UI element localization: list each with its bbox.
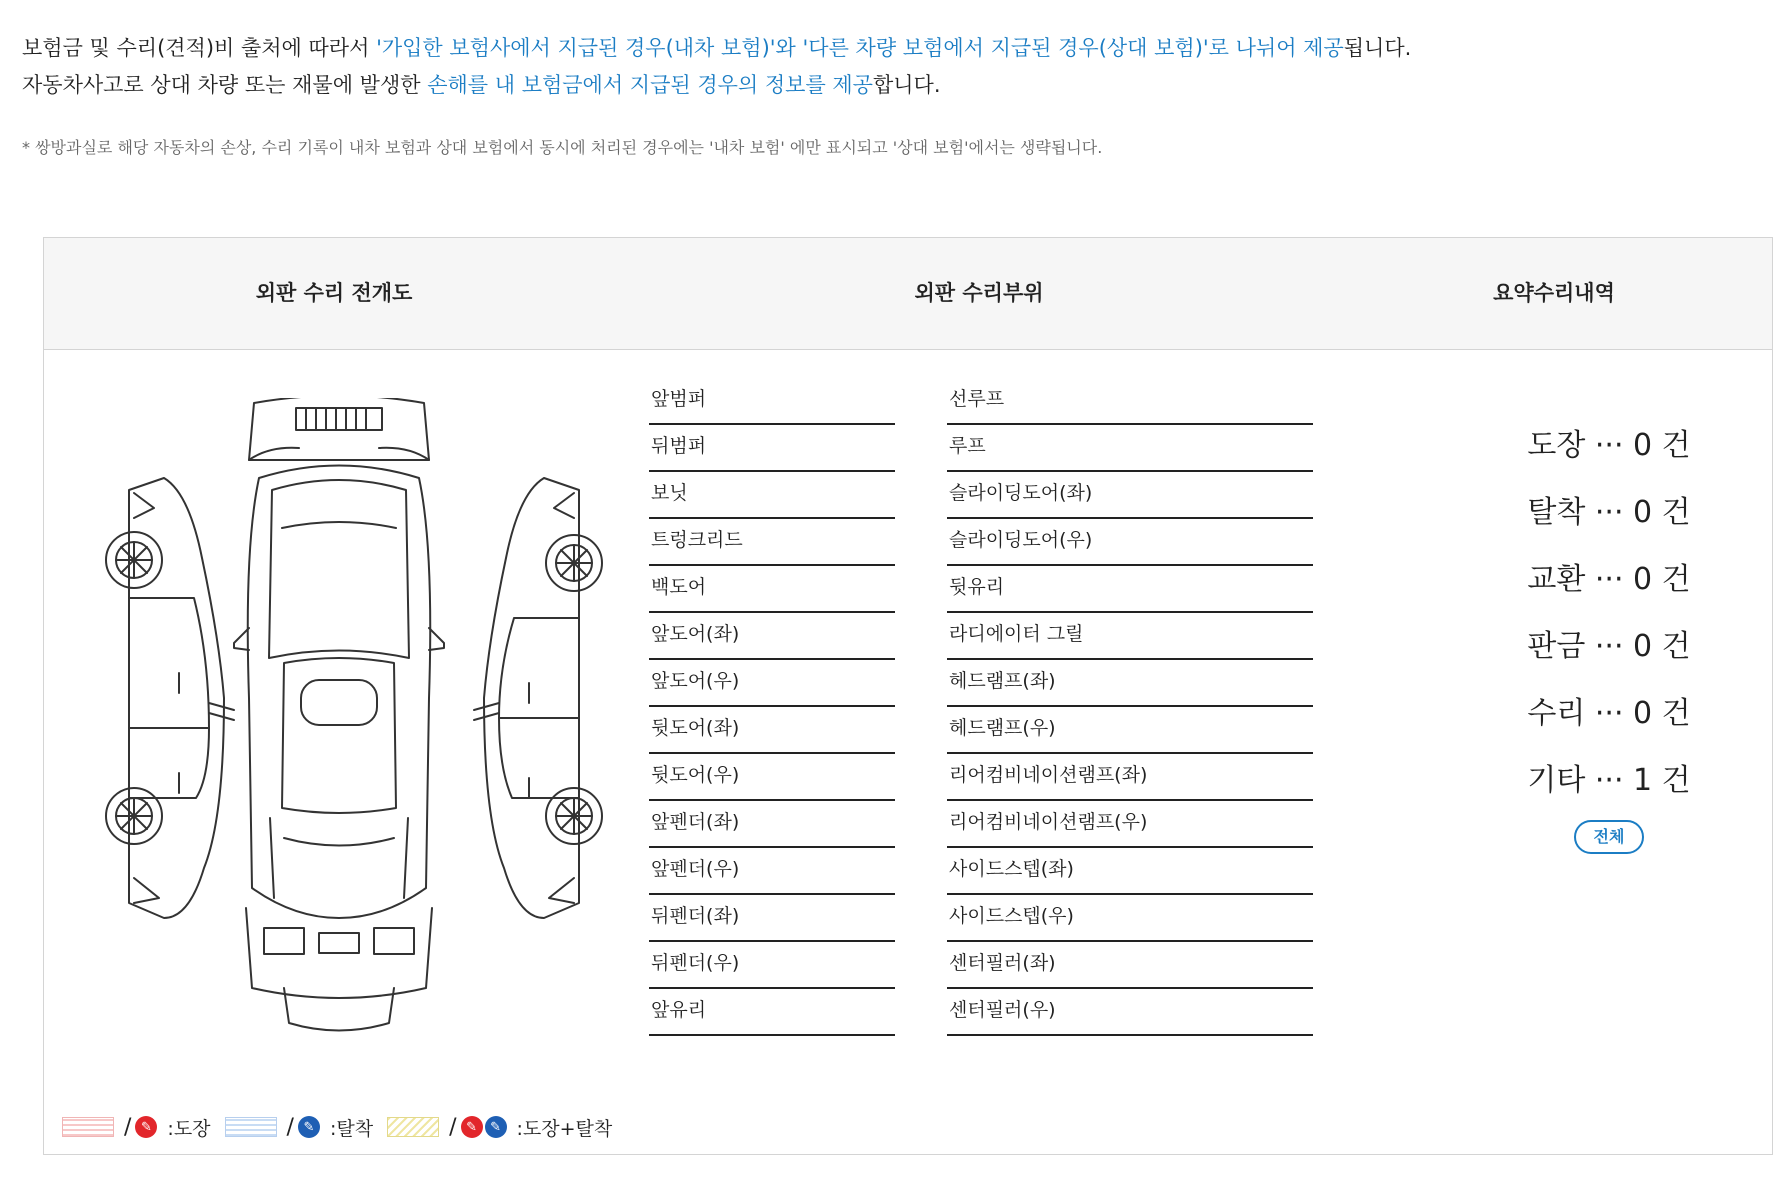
part-item: 트렁크리드 [649, 519, 895, 566]
part-item: 뒤펜더(좌) [649, 895, 895, 942]
parts-list-right [947, 378, 1313, 1036]
wrench-icon: ✎ [298, 1116, 320, 1138]
intro-line-1 [22, 30, 1411, 67]
legend-detach-swatch [225, 1117, 277, 1137]
wrench-icon: ✎ [485, 1116, 507, 1138]
part-item: 뒷도어(좌) [649, 707, 895, 754]
legend-paint-swatch [62, 1117, 114, 1137]
footnote: * 쌍방과실로 해당 자동차의 손상, 수리 기록이 내차 보험과 상대 보험에서 동시에 처리된 경우에는 '내차 보험' 에만 표시되고 '상대 보험'에서는 생략됩니다. [22, 138, 1103, 157]
legend-slash: / [449, 1114, 457, 1140]
part-item: 슬라이딩도어(우) [947, 519, 1313, 566]
car-exterior-diagram [84, 398, 624, 1068]
part-item: 사이드스텝(우) [947, 895, 1313, 942]
intro-line-2-c: 합니다. [872, 73, 941, 97]
summary-detach: 탈착 ··· 0 건 [1527, 495, 1691, 530]
part-item: 슬라이딩도어(좌) [947, 472, 1313, 519]
repair-summary [1479, 412, 1739, 854]
part-item: 사이드스텝(좌) [947, 848, 1313, 895]
legend [62, 1112, 626, 1142]
part-item: 루프 [947, 425, 1313, 472]
car-top-view [234, 398, 444, 1031]
part-item: 헤드램프(좌) [947, 660, 1313, 707]
part-item: 보닛 [649, 472, 895, 519]
intro-line-2 [22, 67, 1411, 104]
part-item: 앞펜더(좌) [649, 801, 895, 848]
part-item: 라디에이터 그릴 [947, 613, 1313, 660]
part-item: 리어컴비네이션램프(좌) [947, 754, 1313, 801]
summary-other: 기타 ··· 1 건 [1527, 763, 1691, 798]
part-item: 센터필러(좌) [947, 942, 1313, 989]
header-diagram: 외판 수리 전개도 [255, 281, 413, 305]
part-item: 헤드램프(우) [947, 707, 1313, 754]
part-item: 앞도어(우) [649, 660, 895, 707]
legend-detach-label: :탈착 [329, 1117, 374, 1140]
part-item: 뒷유리 [947, 566, 1313, 613]
intro-line-2-a: 자동차사고로 상대 차량 또는 재물에 발생한 [22, 73, 428, 97]
legend-both-swatch [387, 1117, 439, 1137]
summary-sheet-metal: 판금 ··· 0 건 [1527, 629, 1691, 664]
intro-line-1-a: 보험금 및 수리(견적)비 출처에 따라서 [22, 36, 377, 60]
summary-exchange: 교환 ··· 0 건 [1527, 562, 1691, 597]
part-item: 앞유리 [649, 989, 895, 1036]
legend-paint-label: :도장 [167, 1117, 211, 1140]
repair-panel-header [44, 238, 1772, 350]
summary-paint: 도장 ··· 0 건 [1527, 428, 1691, 463]
part-item: 앞도어(좌) [649, 613, 895, 660]
part-item: 뒷도어(우) [649, 754, 895, 801]
part-item: 선루프 [947, 378, 1313, 425]
intro-text [22, 30, 1411, 104]
header-parts: 외판 수리부위 [914, 281, 1044, 305]
repair-panel [43, 237, 1773, 1155]
legend-both-label: :도장+탈착 [516, 1117, 613, 1140]
parts-list-left [649, 378, 895, 1036]
car-side-view-left [106, 478, 234, 918]
view-all-button[interactable]: 전체 [1574, 820, 1644, 854]
part-item: 센터필러(우) [947, 989, 1313, 1036]
part-item: 앞범퍼 [649, 378, 895, 425]
intro-line-1-highlight: '가입한 보험사에서 지급된 경우(내차 보험)'와 '다른 차량 보험에서 지급된 경우(상대 보험)'로 나뉘어 제공 [376, 36, 1344, 60]
part-item: 백도어 [649, 566, 895, 613]
part-item: 뒤범퍼 [649, 425, 895, 472]
legend-slash: / [286, 1114, 294, 1140]
header-summary: 요약수리내역 [1493, 281, 1615, 305]
summary-repair: 수리 ··· 0 건 [1527, 696, 1691, 731]
car-side-view-right [474, 478, 602, 918]
paint-brush-icon: ✎ [135, 1116, 157, 1138]
part-item: 앞펜더(우) [649, 848, 895, 895]
intro-line-2-highlight: 손해를 내 보험금에서 지급된 경우의 정보를 제공 [427, 73, 873, 97]
legend-slash: / [124, 1114, 132, 1140]
intro-line-1-c: 됩니다. [1343, 36, 1412, 60]
paint-brush-icon: ✎ [461, 1116, 483, 1138]
part-item: 뒤펜더(우) [649, 942, 895, 989]
part-item: 리어컴비네이션램프(우) [947, 801, 1313, 848]
